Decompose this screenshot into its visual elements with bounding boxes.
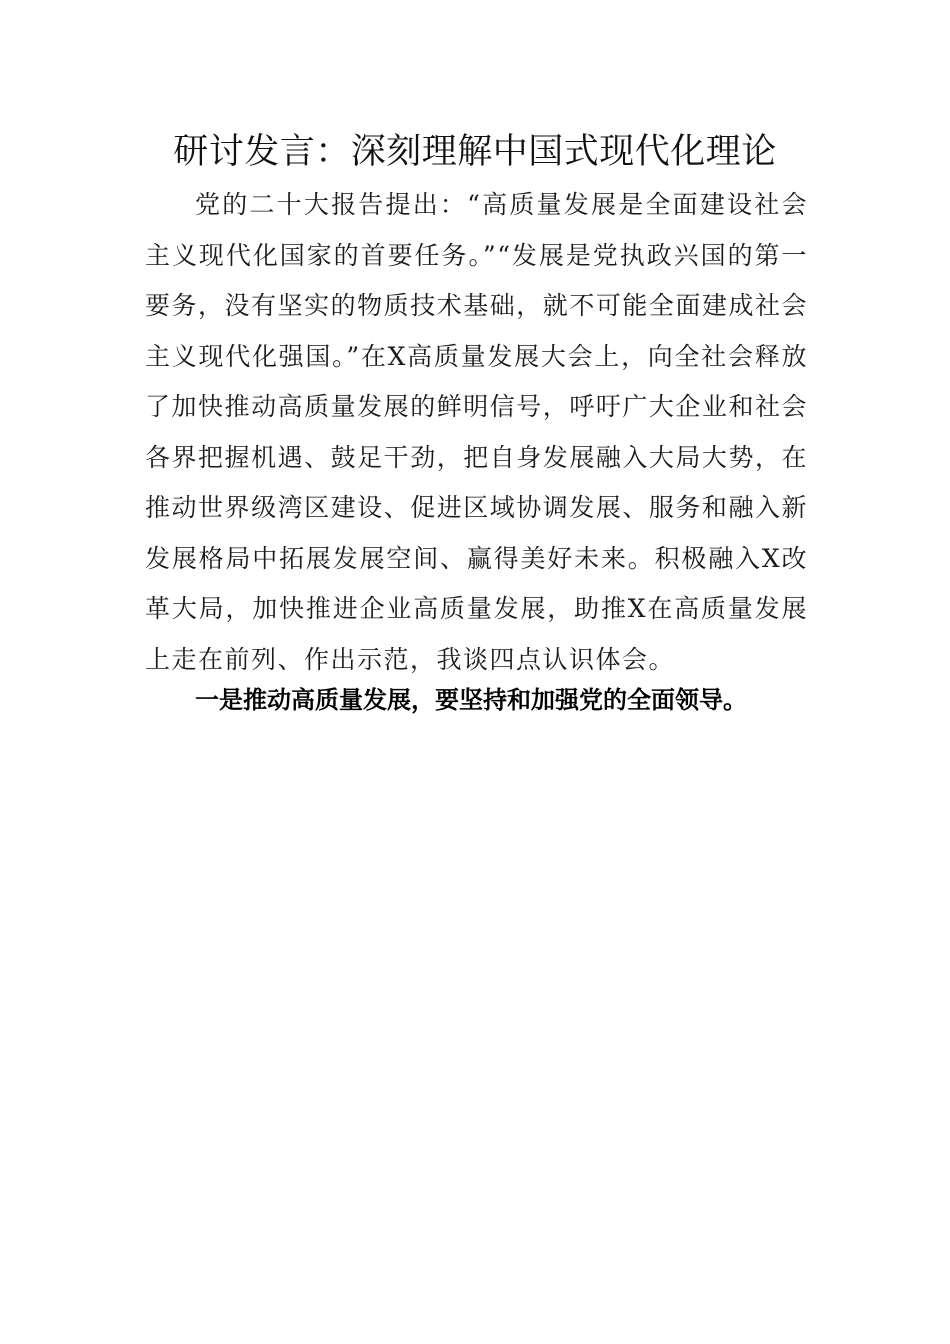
intro-paragraph: 党的二十大报告提出：“高质量发展是全面建设社会主义现代化国家的首要任务。”“发展是党执政兴国的第一要务，没有坚实的物质技术基础，就不可能全面建成社会主义现代化强国。”在X高质量发展大会上，向全社会释放了加快推动高质量发展的鲜明信号，呼吁广大企业和社会各界把握机遇、鼓足干劲，把自身发展融入大局大势，在推动世界级湾区建设、促进区域协调发展、服务和融入新发展格局中拓展发展空间、赢得美好未来。积极融入X改革大局，加快推进企业高质量发展，助推X在高质量发展上走在前列、作出示范，我谈四点认识体会。 [145, 190, 808, 674]
document-title: 研讨发言：深刻理解中国式现代化理论 [173, 132, 777, 172]
section-heading-point-one: 一是推动高质量发展，要坚持和加强党的全面领导。 [195, 686, 747, 714]
